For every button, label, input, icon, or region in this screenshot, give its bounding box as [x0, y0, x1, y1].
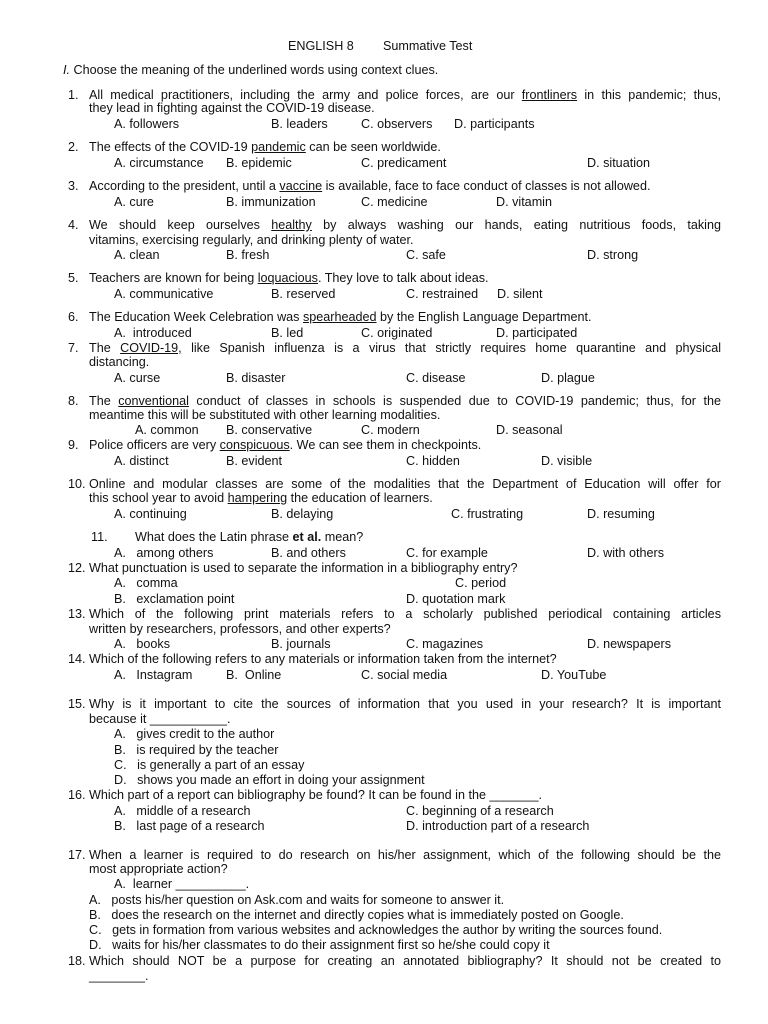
q13-stem-line2: written by researchers, professors, and other experts? — [89, 622, 391, 636]
q3-option-c: C. medicine — [361, 195, 428, 209]
q5-option-a: A. communicative — [114, 287, 214, 301]
q10-number: 10. — [68, 477, 86, 491]
q15-option-c: C. is generally a part of an essay — [114, 758, 305, 772]
q12-option-c: C. period — [455, 576, 507, 590]
q13-stem-line1: Which of the following print materials refers to a scholarly published periodical containing articles — [89, 607, 721, 621]
q14-stem: Which of the following refers to any materials or information taken from the internet? — [89, 652, 557, 666]
q17-option-d: D. waits for his/her classmates to do their assignment first so he/she could copy it — [89, 938, 550, 952]
q7-stem-line2: distancing. — [89, 355, 150, 369]
q12-number: 12. — [68, 561, 86, 575]
q14-option-d: D. YouTube — [541, 668, 607, 682]
q8-number: 8. — [68, 394, 79, 408]
q10-stem-line1: Online and modular classes are some of the modalities that the Department of Education will offer for — [89, 477, 721, 491]
q6-option-b: B. led — [271, 326, 304, 340]
q6-option-a: A. introduced — [114, 326, 192, 340]
q12-option-d: D. quotation mark — [406, 592, 506, 606]
q9-text: Police officers are very — [89, 438, 220, 452]
q10-text: this school year to avoid — [89, 491, 228, 505]
q2-option-c: C. predicament — [361, 156, 447, 170]
q10-stem-line2 — [89, 491, 433, 505]
q16-number: 16. — [68, 788, 86, 802]
q1-text-end: in this pandemic; thus, — [577, 88, 721, 102]
q9-stem — [89, 438, 481, 452]
q4-option-d: D. strong — [587, 248, 639, 262]
q11-option-b: B. and others — [271, 546, 346, 560]
q7-option-d: D. plague — [541, 371, 595, 385]
q9-number: 9. — [68, 438, 79, 452]
q9-option-c: C. hidden — [406, 454, 460, 468]
q9-text-end: . We can see them in checkpoints. — [289, 438, 482, 452]
q6-stem — [89, 310, 591, 324]
q17-stem-line2: most appropriate action? — [89, 862, 228, 876]
q5-stem — [89, 271, 489, 285]
q1-underlined-word: frontliners — [521, 88, 578, 102]
q10-option-d: D. resuming — [587, 507, 655, 521]
q11-text: What does the Latin phrase — [135, 530, 293, 544]
q8-text: The — [89, 394, 119, 408]
q13-option-d: D. newspapers — [587, 637, 671, 651]
q16-option-a: A. middle of a research — [114, 804, 251, 818]
q3-text: According to the president, until a — [89, 179, 280, 193]
q8-option-b: B. conservative — [226, 423, 313, 437]
q4-option-b: B. fresh — [226, 248, 270, 262]
q11-option-c: C. for example — [406, 546, 488, 560]
q6-underlined-word: spearheaded — [302, 310, 377, 324]
q8-stem-line2: meantime this will be substituted with other learning modalities. — [89, 408, 441, 422]
q10-option-a: A. continuing — [114, 507, 187, 521]
q7-option-a: A. curse — [114, 371, 161, 385]
q1-number: 1. — [68, 88, 79, 102]
q14-option-c: C. social media — [361, 668, 448, 682]
q1-option-d: D. participants — [454, 117, 535, 131]
q11-text-end: mean? — [321, 530, 364, 544]
q17-stem-line3: A. learner __________. — [114, 877, 250, 891]
q17-stem-line1: When a learner is required to do research on his/her assignment, which of the following should be the — [89, 848, 721, 862]
q4-text-end: by always washing our hands, eating nutritious foods, taking — [311, 218, 721, 232]
q17-option-a: A. posts his/her question on Ask.com and waits for someone to answer it. — [89, 893, 505, 907]
q9-option-d: D. visible — [541, 454, 593, 468]
section-instruction — [63, 63, 438, 77]
q11-number: 11. — [91, 530, 108, 544]
q17-option-b: B. does the research on the internet and directly copies what is immediately posted on Google. — [89, 908, 624, 922]
q8-option-a: A. common — [135, 423, 199, 437]
q4-option-c: C. safe — [406, 248, 446, 262]
q4-stem — [89, 218, 721, 232]
q5-option-c: C. restrained — [406, 287, 479, 301]
q5-number: 5. — [68, 271, 79, 285]
section-roman: I. — [63, 63, 70, 77]
q13-option-b: B. journals — [271, 637, 331, 651]
q7-option-c: C. disease — [406, 371, 466, 385]
q9-option-a: A. distinct — [114, 454, 169, 468]
q2-stem — [89, 140, 441, 154]
q5-text-end: . They love to talk about ideas. — [317, 271, 489, 285]
q12-option-b: B. exclamation point — [114, 592, 235, 606]
q10-underlined-word: hampering — [227, 491, 288, 505]
q3-underlined-word: vaccine — [279, 179, 323, 193]
q5-option-d: D. silent — [497, 287, 543, 301]
q2-text-end: can be seen worldwide. — [305, 140, 441, 154]
q17-option-c: C. gets in formation from various websites and acknowledges the author by writing the sources found. — [89, 923, 663, 937]
q10-option-c: C. frustrating — [451, 507, 524, 521]
q10-text-end: the education of learners. — [287, 491, 433, 505]
q7-number: 7. — [68, 341, 79, 355]
q8-option-c: C. modern — [361, 423, 420, 437]
q18-number: 18. — [68, 954, 86, 968]
q12-stem: What punctuation is used to separate the information in a bibliography entry? — [89, 561, 518, 575]
q2-option-d: D. situation — [587, 156, 650, 170]
q8-text-end: conduct of classes in schools is suspended due to COVID-19 pandemic; thus, for the — [188, 394, 721, 408]
q16-option-c: C. beginning of a research — [406, 804, 554, 818]
q2-number: 2. — [68, 140, 79, 154]
q7-option-b: B. disaster — [226, 371, 286, 385]
q3-option-d: D. vitamin — [496, 195, 552, 209]
q15-option-b: B. is required by the teacher — [114, 743, 279, 757]
q8-option-d: D. seasonal — [496, 423, 563, 437]
header-subject: ENGLISH 8 — [288, 39, 354, 53]
q13-number: 13. — [68, 607, 86, 621]
q9-underlined-word: conspicuous — [219, 438, 290, 452]
q9-option-b: B. evident — [226, 454, 283, 468]
q2-underlined-word: pandemic — [251, 140, 306, 154]
q17-number: 17. — [68, 848, 86, 862]
q6-text-end: by the English Language Department. — [376, 310, 592, 324]
q2-text: The effects of the COVID-19 — [89, 140, 252, 154]
q5-option-b: B. reserved — [271, 287, 336, 301]
q6-number: 6. — [68, 310, 79, 324]
q4-underlined-word: healthy — [271, 218, 312, 232]
q1-option-b: B. leaders — [271, 117, 328, 131]
q3-text-end: is available, face to face conduct of classes is not allowed. — [322, 179, 651, 193]
instruction-text: Choose the meaning of the underlined words using context clues. — [70, 63, 439, 77]
q6-option-d: D. participated — [496, 326, 578, 340]
q4-number: 4. — [68, 218, 79, 232]
q16-option-d: D. introduction part of a research — [406, 819, 590, 833]
q1-option-a: A. followers — [114, 117, 180, 131]
q15-number: 15. — [68, 697, 86, 711]
q14-option-a: A. Instagram — [114, 668, 193, 682]
q4-stem-line2: vitamins, exercising regularly, and drinking plenty of water. — [89, 233, 414, 247]
q7-text: The — [89, 341, 121, 355]
q1-stem — [89, 88, 721, 102]
q14-number: 14. — [68, 652, 86, 666]
q13-option-a: A. books — [114, 637, 171, 651]
q11-bold-phrase: et al. — [292, 530, 322, 544]
q15-stem-line1: Why is it important to cite the sources of information that you used in your research? It is important — [89, 697, 721, 711]
q3-option-b: B. immunization — [226, 195, 316, 209]
q15-option-a: A. gives credit to the author — [114, 727, 275, 741]
q11-stem — [135, 530, 363, 544]
q5-underlined-word: loquacious — [257, 271, 318, 285]
q12-option-a: A. comma — [114, 576, 178, 590]
q16-option-b: B. last page of a research — [114, 819, 265, 833]
q7-text-end: like Spanish influenza is a virus that strictly requires home quarantine and physical — [181, 341, 721, 355]
q10-option-b: B. delaying — [271, 507, 334, 521]
q1-option-c: C. observers — [361, 117, 433, 131]
q2-option-b: B. epidemic — [226, 156, 292, 170]
q4-text: We should keep ourselves — [89, 218, 272, 232]
q3-option-a: A. cure — [114, 195, 154, 209]
q1-text: All medical practitioners, including the army and police forces, are our — [89, 88, 522, 102]
q6-option-c: C. originated — [361, 326, 433, 340]
q14-option-b: B. Online — [226, 668, 282, 682]
q18-stem-line2: ________. — [89, 969, 149, 983]
q11-option-a: A. among others — [114, 546, 214, 560]
q3-stem — [89, 179, 650, 193]
q13-option-c: C. magazines — [406, 637, 483, 651]
q5-text: Teachers are known for being — [89, 271, 258, 285]
q15-stem-line2: because it ___________. — [89, 712, 231, 726]
q11-option-d: D. with others — [587, 546, 664, 560]
q4-option-a: A. clean — [114, 248, 160, 262]
q7-underlined-word: COVID-19, — [120, 341, 182, 355]
q8-stem — [89, 394, 721, 408]
header-test-title: Summative Test — [383, 39, 473, 53]
q15-option-d: D. shows you made an effort in doing your assignment — [114, 773, 425, 787]
q8-underlined-word: conventional — [118, 394, 189, 408]
q2-option-a: A. circumstance — [114, 156, 204, 170]
q7-stem — [89, 341, 721, 355]
q18-stem-line1: Which should NOT be a purpose for creating an annotated bibliography? It should not be created to — [89, 954, 721, 968]
q1-stem-line2: they lead in fighting against the COVID-19 disease. — [89, 101, 375, 115]
q16-stem: Which part of a report can bibliography be found? It can be found in the _______. — [89, 788, 542, 802]
q6-text: The Education Week Celebration was — [89, 310, 303, 324]
q3-number: 3. — [68, 179, 79, 193]
